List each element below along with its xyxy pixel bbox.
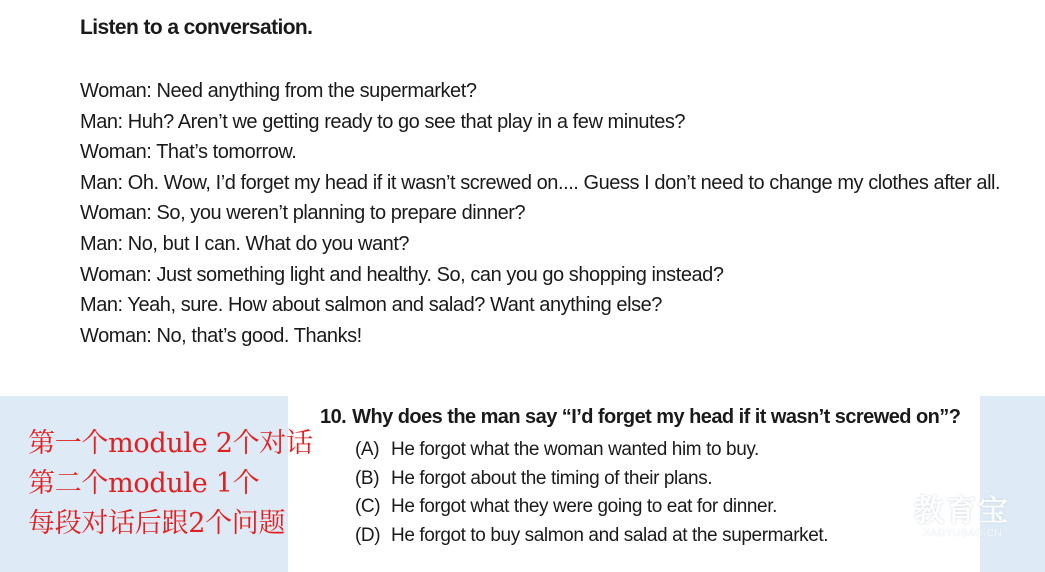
option-letter: (A) (355, 439, 380, 460)
option-letter: (B) (355, 467, 380, 489)
answer-options (355, 436, 828, 551)
answer-option-b[interactable] (355, 465, 828, 494)
annotation-line: 第二个module 1个 (28, 468, 260, 499)
annotation-line: 第一个module 2个对话 (28, 428, 313, 459)
watermark-logo (914, 496, 1010, 539)
dialogue-line: Woman: That’s tomorrow. (80, 141, 297, 164)
dialogue-line: Man: No, but I can. What do you want? (80, 232, 410, 255)
dialogue-line: Man: Yeah, sure. How about salmon and salad? Want anything else? (80, 294, 662, 317)
dialogue-line: Woman: Just something light and healthy. So, can you go shopping instead? (80, 263, 724, 286)
watermark-url: JIAOYUBAO.CN (921, 528, 1003, 539)
option-letter: (C) (355, 496, 381, 518)
answer-option-a[interactable] (355, 436, 828, 465)
answer-option-d[interactable] (355, 522, 828, 551)
dialogue-line: Woman: Need anything from the supermarket? (80, 80, 477, 102)
option-text: He forgot what the woman wanted him to buy. (391, 439, 759, 460)
answer-option-c[interactable] (355, 493, 828, 522)
question-number: 10. (320, 406, 347, 428)
conversation-transcript (80, 76, 1025, 351)
question-text: Why does the man say “I’d forget my head if it wasn’t screwed on”? (352, 406, 961, 428)
dialogue-line: Woman: So, you weren’t planning to prepare dinner? (80, 202, 526, 225)
page-heading: Listen to a conversation. (80, 16, 313, 39)
question-stem (320, 406, 960, 429)
option-text: He forgot what they were going to eat for dinner. (391, 496, 777, 518)
option-text: He forgot to buy salmon and salad at the supermarket. (391, 525, 829, 547)
option-text: He forgot about the timing of their plans. (391, 467, 713, 489)
option-letter: (D) (355, 525, 381, 547)
dialogue-line: Man: Huh? Aren’t we getting ready to go see that play in a few minutes? (80, 110, 686, 133)
dialogue-line: Woman: No, that’s good. Thanks! (80, 324, 362, 347)
annotation-line: 每段对话后跟2个问题 (28, 508, 286, 539)
red-annotation-note (28, 424, 313, 544)
watermark-text: 教育宝 (914, 495, 1010, 528)
dialogue-line: Man: Oh. Wow, I’d forget my head if it wasn’t screwed on.... Guess I don’t need to change my clothes after all. (80, 171, 1001, 194)
